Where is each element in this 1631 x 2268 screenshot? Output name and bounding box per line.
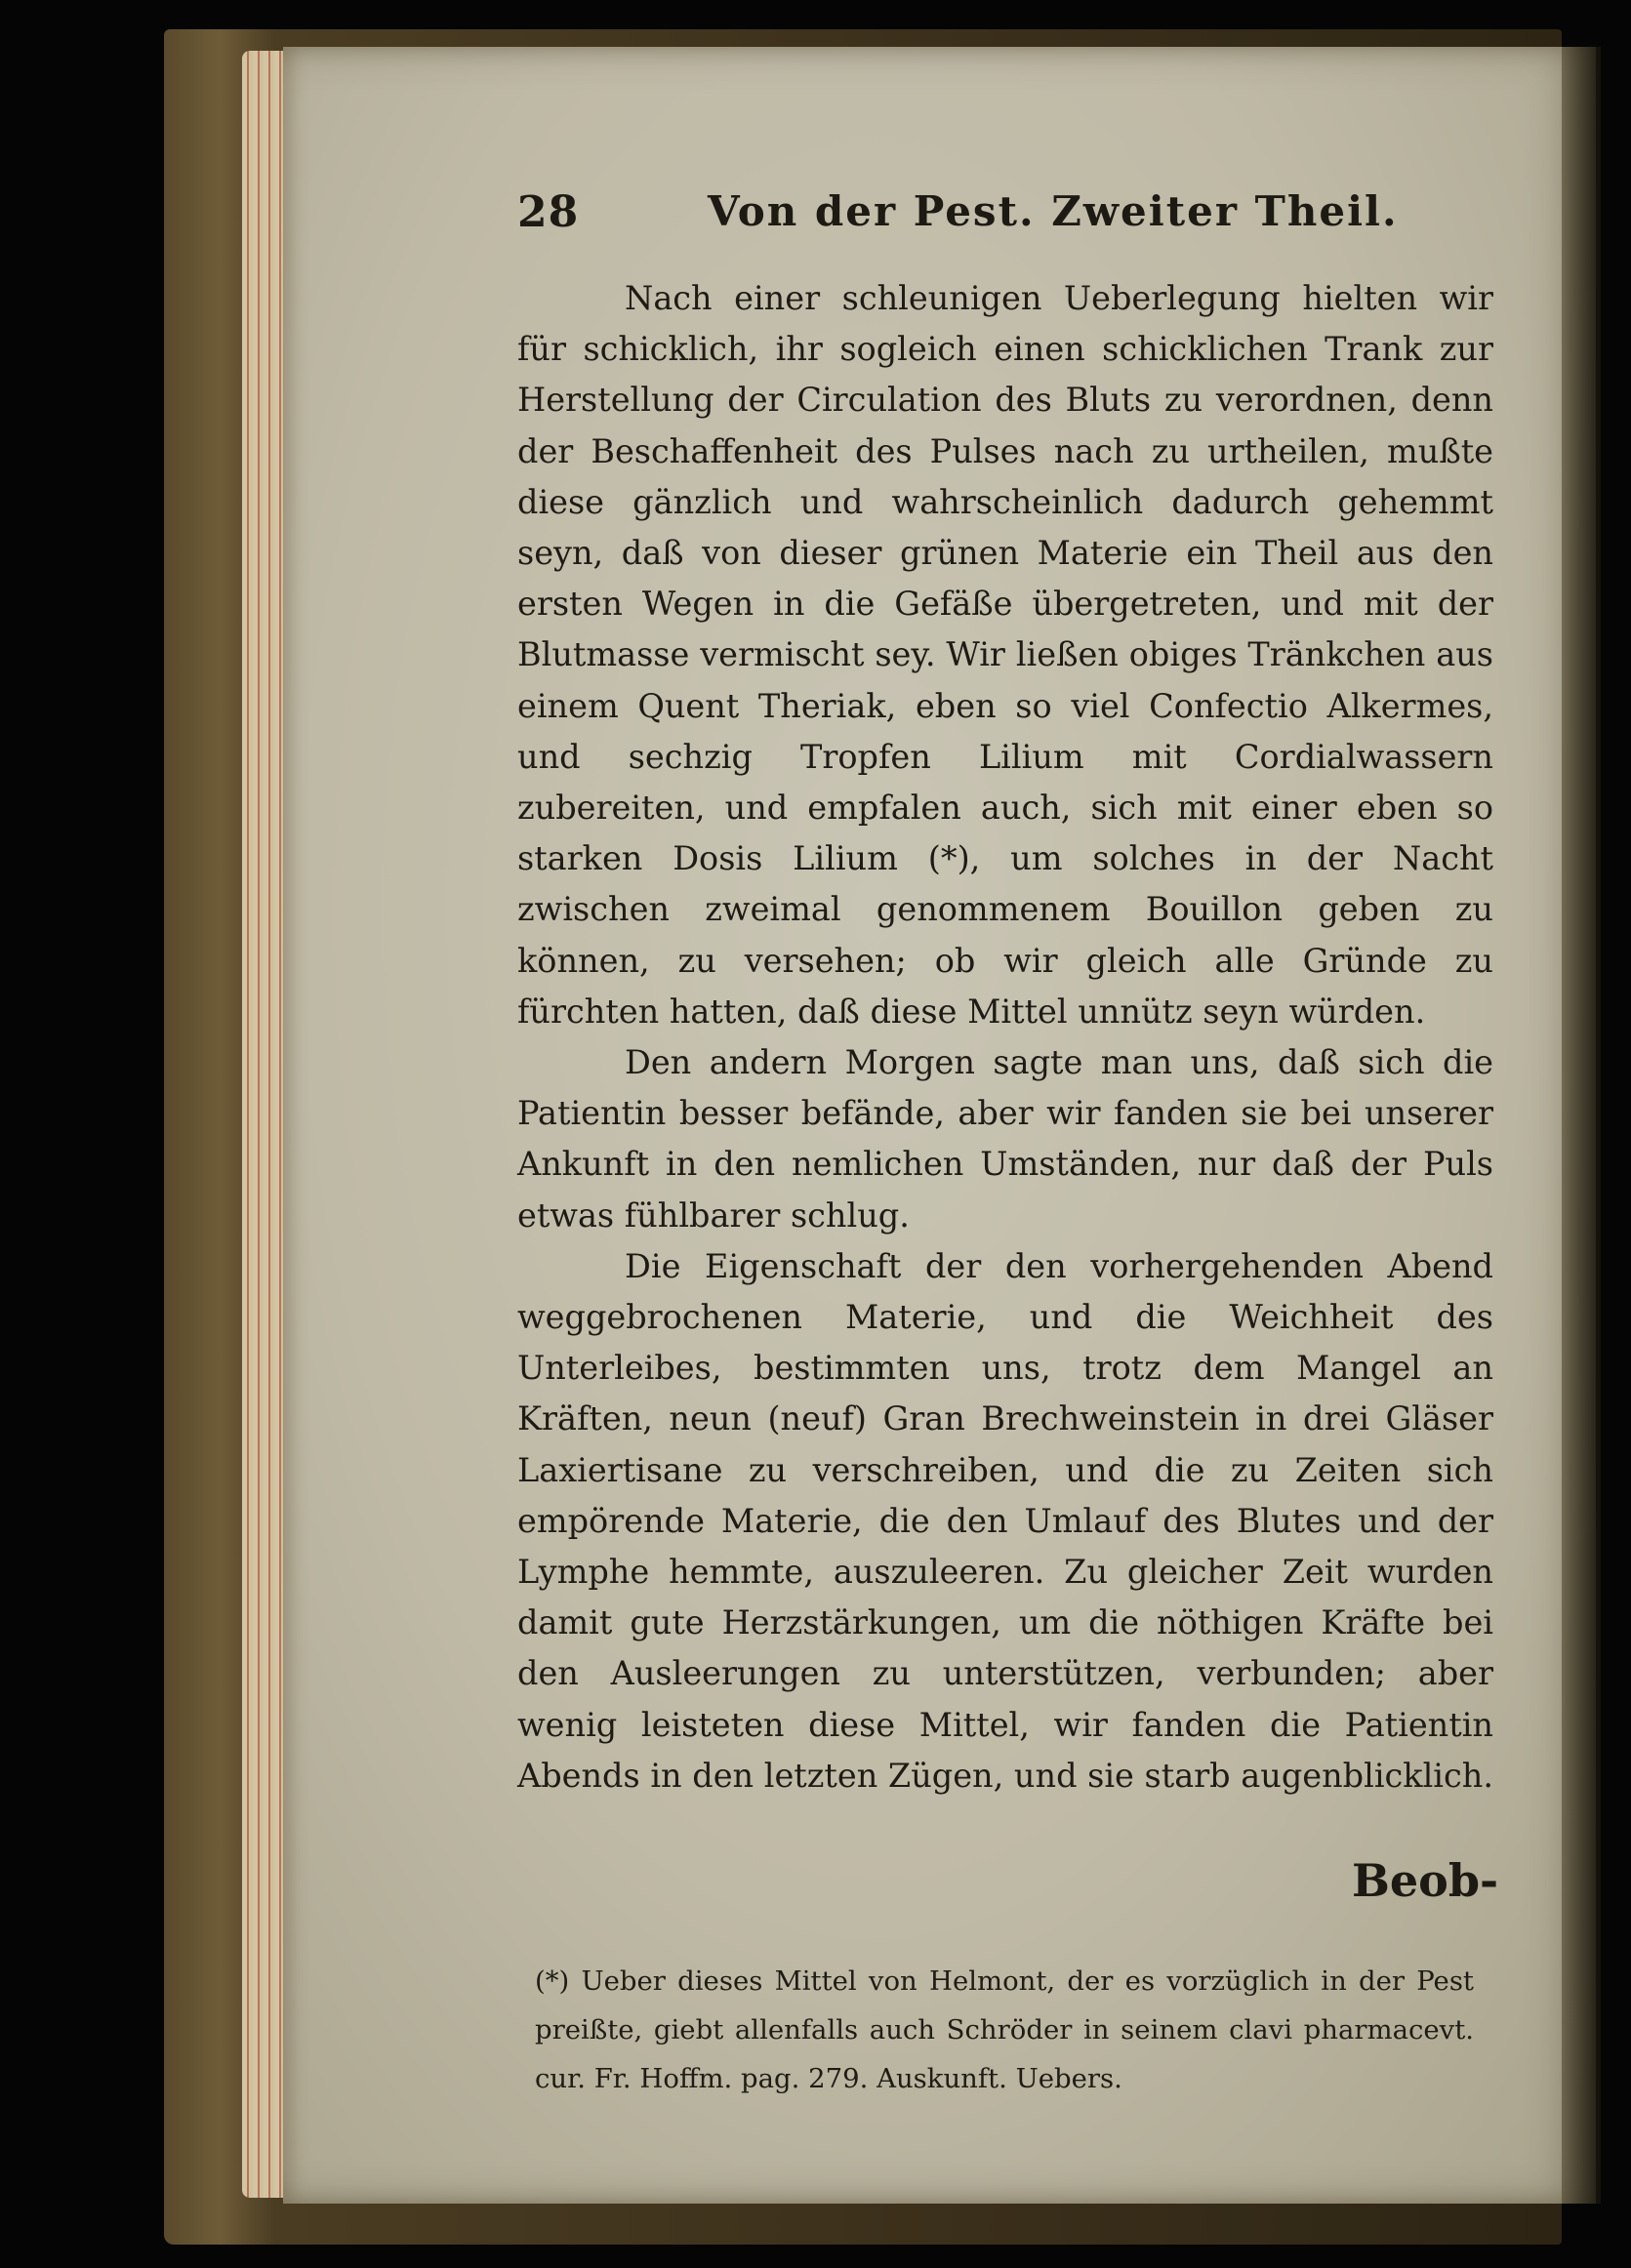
running-title: Von der Pest. Zweiter Theil. bbox=[708, 187, 1399, 235]
gutter-shadow bbox=[1562, 47, 1601, 2204]
paragraph-2: Den andern Morgen sagte man uns, daß sich die Patientin besser befände, aber wir fanden sie bei unserer Ankunft in den nemlichen Umständen, nur daß der Puls etwas fühlbarer schlug. bbox=[517, 1043, 1493, 1235]
paragraph-1: Nach einer schleunigen Ueberlegung hielten wir für schicklich, ihr sogleich einen schicklichen Trank zur Herstellung der Circulation des Bluts zu verordnen, denn der Beschaffenheit des Pulses nach zu urtheilen, mußte diese gänzlich und wahrscheinlich dadurch gehemmt seyn, daß von dieser grünen Materie ein Theil aus den ersten Wegen in die Gefäße übergetreten, und mit der Blutmasse vermischt sey. Wir ließen obiges Tränkchen aus einem Quent Theriak, eben so viel Confectio Alkermes, und sechzig Tropfen Lilium mit Cordialwassern zubereiten, und empfalen auch, sich mit einer eben so starken Dosis Lilium (*), um solches in der Nacht zwischen zweimal genommenem Bouillon geben zu können, zu versehen; ob wir gleich alle Gründe zu fürchten hatten, daß diese Mittel unnütz seyn würden. bbox=[517, 279, 1493, 1031]
footnote: (*) Ueber dieses Mittel von Helmont, der es vorzüglich in der Pest preißte, giebt allenfalls auch Schröder in seinem clavi pharmacevt. cur. Fr. Hoffm. pag. 279. Auskunft. Uebers. bbox=[535, 1965, 1474, 2094]
catchword: Beob- bbox=[1352, 1854, 1499, 1907]
body-text bbox=[517, 273, 1493, 1802]
page-number: 28 bbox=[517, 187, 580, 237]
page-header bbox=[517, 187, 1493, 256]
paragraph-3: Die Eigenschaft der den vorhergehenden Abend weggebrochenen Materie, und die Weichheit des Unterleibes, bestimmten uns, trotz dem Mangel an Kräften, neun (neuf) Gran Brechweinstein in drei Gläser Laxiertisane zu verschreiben, und die zu Zeiten sich empörende Materie, die den Umlauf des Blutes und der Lymphe hemmte, auszuleeren. Zu gleicher Zeit wurden damit gute Herzstärkungen, um die nöthigen Kräfte bei den Ausleerungen zu unterstützen, verbunden; aber wenig leisteten diese Mittel, wir fanden die Patientin Abends in den letzten Zügen, und sie starb augenblicklich. bbox=[517, 1246, 1494, 1795]
